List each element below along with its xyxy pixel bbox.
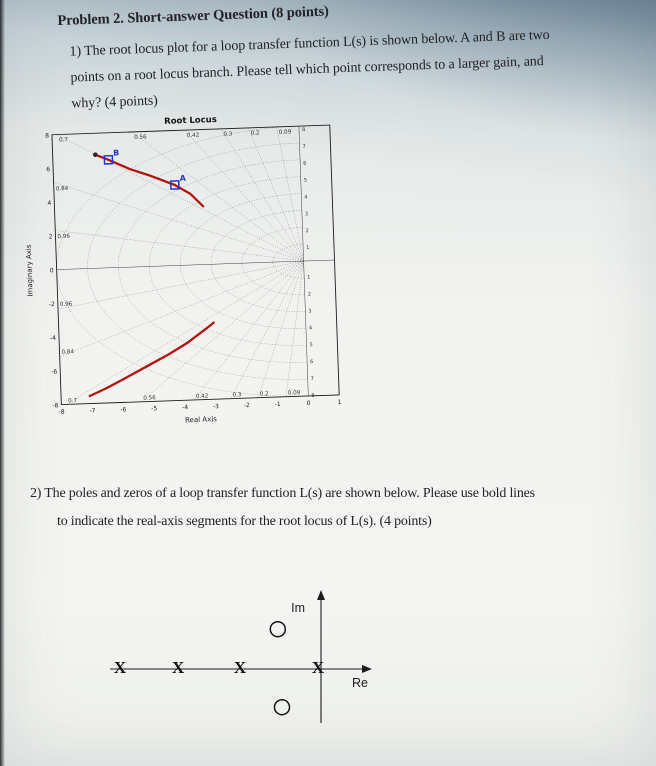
y-tick-label: -6: [51, 368, 58, 376]
im-axis-label: Im: [291, 601, 305, 615]
zeta-ray: [132, 126, 307, 267]
wn-label: 4: [308, 325, 313, 332]
pole-x-marker: X: [233, 658, 247, 677]
wn-label: 7: [310, 375, 315, 382]
wn-label: 7: [302, 143, 306, 150]
upper-branch: [95, 151, 203, 210]
y-tick-label: -8: [52, 402, 59, 410]
x-tick-label: -6: [120, 406, 127, 414]
pole-x-marker: X: [113, 658, 127, 677]
pole-zero-figure: [80, 583, 400, 738]
x-tick-label: -7: [89, 407, 96, 415]
x-tick-label: 1: [337, 398, 342, 406]
re-axis-label: Re: [352, 676, 368, 690]
root-locus-plot: [17, 104, 363, 445]
pole-x-marker: X: [172, 658, 185, 677]
zeta-label: 0.42: [186, 132, 200, 140]
q2-line-2: to indicate the real-axis segments for the root locus of L(s). (4 points): [57, 514, 432, 529]
x-tick-label: -2: [243, 402, 250, 410]
root-locus-figure: [17, 104, 363, 450]
pole-zero-plot: [80, 583, 400, 733]
zeta-label: 0.7: [58, 137, 69, 144]
q1-line-3: why? (4 points): [71, 93, 158, 112]
wn-label: 2: [305, 228, 309, 235]
zeta-ray: [189, 261, 311, 400]
imaginary-axis-arrow: [317, 590, 325, 600]
x-tick-label: -1: [274, 400, 281, 409]
wn-label: 5: [303, 177, 308, 184]
point-B-label: B: [113, 148, 120, 158]
zero-o-marker: [275, 700, 290, 715]
zeta-label: 0.2: [250, 130, 260, 137]
x-tick-label: -4: [181, 404, 189, 412]
wn-label: 2: [307, 291, 312, 298]
wn-label: 3: [308, 308, 312, 315]
y-tick-label: 6: [46, 166, 51, 174]
y-tick-label: 4: [47, 199, 52, 207]
lower-branch: [87, 323, 216, 396]
q1-line-2: points on a root locus branch. Please tell which point corresponds to a larger gain, and: [70, 54, 544, 86]
wn-label: 3: [304, 211, 309, 218]
zeta-label: 0.56: [143, 395, 156, 402]
q2-line-1: 2) The poles and zeros of a loop transfer function L(s) are shown below. Please use bold lines: [30, 486, 535, 501]
point-A-label: A: [179, 173, 186, 183]
zeta-label: 0.2: [259, 391, 269, 398]
x-tick-label: 0: [306, 399, 311, 408]
zeta-label: 0.96: [59, 301, 73, 308]
zeta-label: 0.96: [57, 233, 71, 241]
wn-label: 6: [310, 359, 314, 366]
zeta-label: 0.84: [61, 349, 75, 356]
real-axis-arrow: [362, 665, 372, 673]
x-tick-label: -3: [212, 403, 220, 411]
question-1-block: [57, 0, 625, 118]
zeta-ray: [221, 126, 306, 264]
zero-o-marker: [270, 622, 285, 637]
zeta-label: 0.42: [195, 393, 209, 400]
x-tick-label: -5: [151, 405, 158, 413]
y-tick-label: 0: [49, 267, 54, 275]
zeta-ray: [248, 126, 306, 263]
y-tick-label: 8: [45, 132, 50, 140]
photo-edge-shadow: [0, 0, 5, 766]
wn-label: 1: [307, 274, 311, 281]
zeta-label: 0.09: [287, 390, 301, 397]
problem-heading: Problem 2. Short-answer Question (8 points): [57, 3, 330, 29]
y-tick-label: -4: [49, 334, 57, 342]
y-tick-label: 2: [48, 233, 53, 241]
zeta-label: 0.84: [55, 186, 69, 193]
wn-label: 8: [311, 392, 315, 399]
wn-label: 8: [301, 126, 306, 134]
question-2-block: [30, 480, 638, 536]
zeta-ray: [253, 261, 311, 398]
x-tick-label: -8: [58, 408, 65, 416]
q1-line-1: 1) The root locus plot for a loop transfer function L(s) is shown below. A and B are two: [69, 27, 550, 60]
wn-label: 4: [304, 194, 308, 201]
zeta-ray: [137, 261, 312, 402]
zeta-label: 0.3: [232, 392, 242, 399]
zeta-ray: [226, 261, 311, 399]
y-tick-label: -2: [48, 301, 55, 309]
real-axis: [57, 260, 335, 270]
wn-label: 1: [306, 244, 310, 252]
wn-label: 6: [303, 160, 307, 167]
x-axis-label: Real Axis: [184, 415, 218, 425]
zeta-ray: [57, 126, 307, 269]
zeta-ray: [59, 261, 312, 404]
plot-title: Root Locus: [164, 114, 218, 127]
zeta-ray: [185, 126, 307, 265]
zeta-label: 0.09: [278, 129, 292, 136]
zeta-label: 0.3: [223, 131, 233, 138]
zeta-label: 0.7: [68, 398, 78, 405]
pole-x-marker: X: [311, 658, 325, 677]
y-axis-label: Imaginary Axis: [24, 244, 35, 297]
zeta-label: 0.56: [134, 134, 147, 141]
wn-label: 5: [309, 342, 313, 349]
